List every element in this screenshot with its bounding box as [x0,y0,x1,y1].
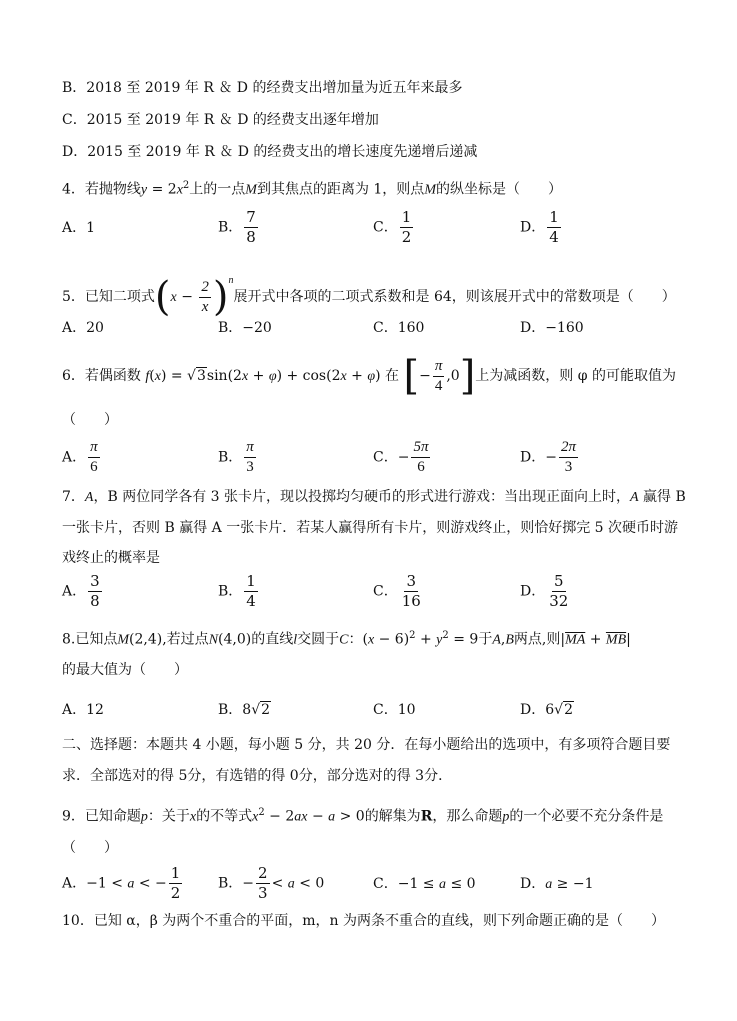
q5-option-c: C．160 [373,320,425,336]
q7-option-c: C． $\frac{3}{16}$ [373,572,421,610]
q8-option-b: B．8√2 [218,702,271,718]
q6-option-b: B． $\frac{\pi}{3}$ [218,439,254,475]
q5-option-a: A．20 [62,320,104,336]
q6-stem: 6．若偶函数 f(x) = √3sin(2x + φ) + cos(2x + φ) 在 [− $\frac{\pi}{4}$ ,0]上为减函数，则 φ 的可能取值为 [62,353,676,399]
q9-stem: 9．已知命题p：关于x的不等式$x^2 - 2ax - a > 0$的解集为R，那么命题p的一个必要不充分条件是 [62,807,664,825]
q5-option-d: D．−160 [520,320,584,336]
q6-stem-mid: 在 [385,368,400,384]
q4-stem-pre: 4．若抛物线 [62,181,141,198]
q6-answer-paren: （ ） [62,412,118,428]
q4-option-a: A．1 [62,220,96,236]
q7-option-d: D． $\frac{5}{32}$ [520,572,569,610]
q8-option-a: A．12 [62,702,104,718]
section2-heading-line2: 求．全部选对的得 5分，有选错的得 0分，部分选对的得 3分． [62,768,453,784]
q9-option-c: C．−1 ≤ a ≤ 0 [373,876,476,892]
q7-line1: 7．A，B 两位同学各有 3 张卡片，现以投掷均匀硬币的形式进行游戏：当出现正面向上时，A 赢得 B [62,489,686,505]
q10-stem: 10．已知 α，β 为两个不重合的平面，m，n 为两条不重合的直线，则下列命题正确的是（ ） [62,913,666,929]
q9-answer-paren: （ ） [62,840,118,856]
q4-option-b: B． $\frac{7}{8}$ [218,208,256,246]
q3-option-b: B．2018 至 2019 年 R ＆ D 的经费支出增加量为近五年来最多 [62,80,463,96]
q6-option-a: A． $\frac{\pi}{6}$ [62,439,98,475]
q8-option-d: D．6√2 [520,702,573,718]
q9-option-b: B．− $\frac{2}{3}$ < a < 0 [218,864,325,902]
q4-formula: y [140,182,148,198]
q7-option-b: B． $\frac{1}{4}$ [218,572,256,610]
q8-option-c: C．10 [373,702,416,718]
q9-option-d: D．a ≥ −1 [520,876,594,892]
q3-option-c: C．2015 至 2019 年 R ＆ D 的经费支出逐年增加 [62,112,379,128]
q4-stem: 4．若抛物线$y = 2x^2$上的一点M到其焦点的距离为 1，则点M的纵坐标是（ ） [62,180,562,198]
q3-option-d: D．2015 至 2019 年 R ＆ D 的经费支出的增长速度先递增后递减 [62,144,478,160]
q6-stem-post: 上为减函数，则 φ 的可能取值为 [475,368,676,384]
q5-option-b: B．−20 [218,320,272,336]
q5-stem-post: 展开式中各项的二项式系数和是 64，则该展开式中的常数项是（ ） [233,289,676,305]
q6-stem-pre: 6．若偶函数 [62,368,141,384]
q5-stem-pre: 5．已知二项式 [62,289,155,305]
q4-stem-end: 的纵坐标是（ ） [435,181,562,198]
q8-stem: 8.已知点M(2,4),若过点N(4,0)的直线l交圆于C：$(x - 6)^2 + y^2 = 9$于A,B两点,则$|\overline{MA} + \overline{MB}|$ [62,630,631,648]
q8-line2: 的最大值为（ ） [62,662,188,678]
q4-option-d: D． $\frac{1}{4}$ [520,208,559,246]
q6-option-d: D．− $\frac{2\pi}{3}$ [520,439,576,475]
q5-stem: 5．已知二项式(x − $\frac{2}{x}$ )$^n$展开式中各项的二项式系数和是 64，则该展开式中的常数项是（ ） [62,274,676,320]
section2-heading-line1: 二、选择题：本题共 4 小题，每小题 5 分，共 20 分．在每小题给出的选项中，有多项符合题目要 [62,737,671,753]
q6-option-c: C．− $\frac{5\pi}{6}$ [373,439,429,475]
q7-line2: 一张卡片，否则 B 赢得 A 一张卡片．若某人赢得所有卡片，则游戏终止，则恰好掷完 5 次硬币时游 [62,520,679,536]
q4-option-c: C． $\frac{1}{2}$ [373,208,412,246]
q9-option-a: A．−1 < a < − $\frac{1}{2}$ [62,864,181,902]
q4-stem-post: 到其焦点的距离为 1，则点 [256,181,425,198]
q7-line3: 戏终止的概率是 [62,550,160,566]
q7-option-a: A． $\frac{3}{8}$ [62,572,100,610]
q4-stem-mid: 上的一点 [189,181,246,198]
